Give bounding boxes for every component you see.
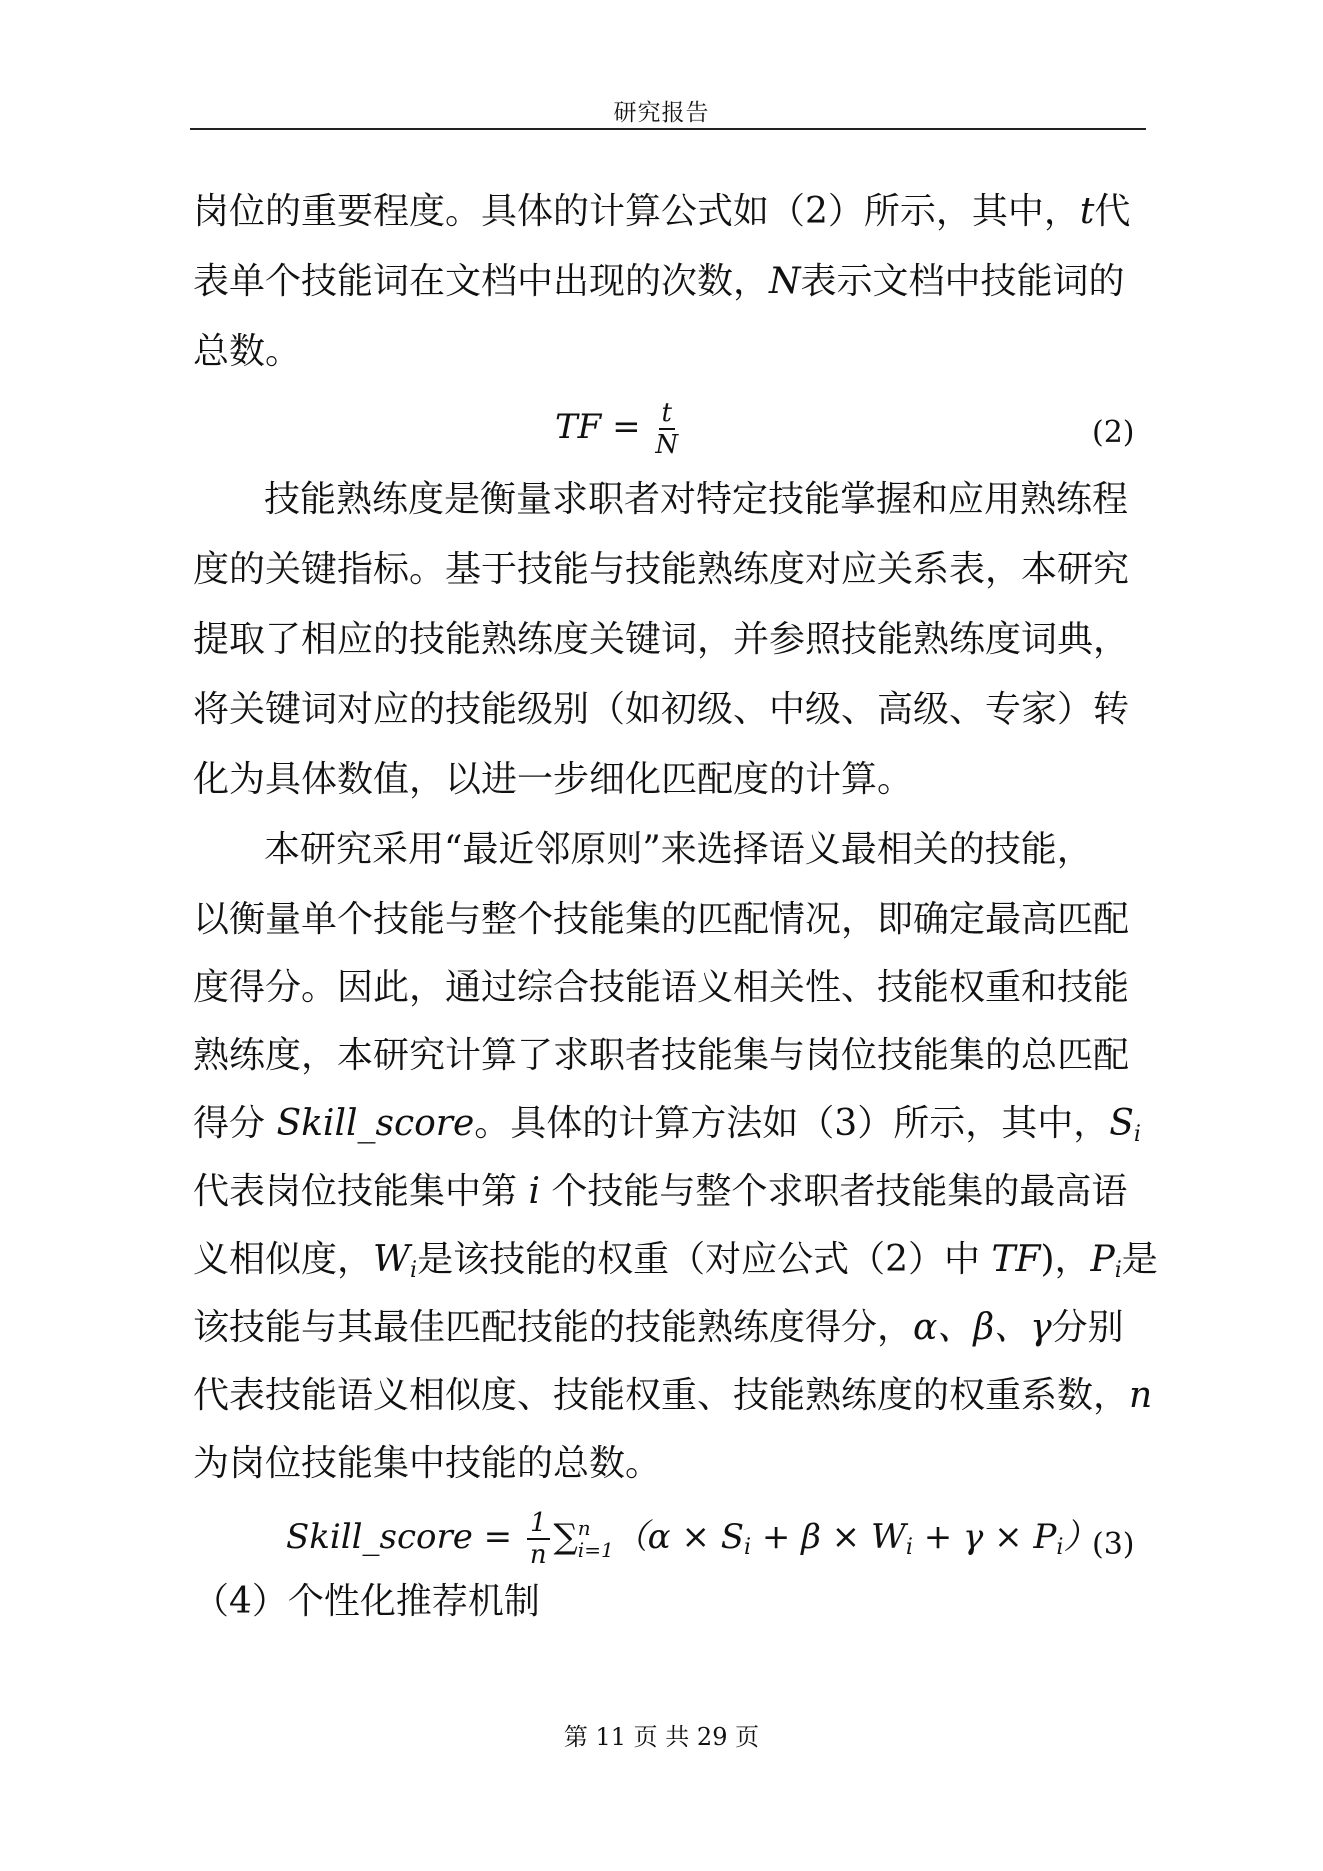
text-span: )， <box>1040 1239 1091 1280</box>
subscript: i <box>1114 1258 1122 1283</box>
equation-term: + β × W <box>751 1517 906 1557</box>
fraction-numerator: 1 <box>527 1508 550 1540</box>
variable-TF: TF <box>991 1239 1041 1280</box>
text-span: 代 <box>1094 191 1131 232</box>
fraction-denominator: n <box>529 1540 547 1570</box>
text-span: 是 <box>1121 1239 1158 1280</box>
paragraph-2-line-3: 提取了相应的技能熟练度关键词，并参照技能熟练度词典， <box>193 619 1130 660</box>
paragraph-3-line-9 <box>193 1374 1152 1418</box>
text-span: 是该技能的权重（对应公式（2）中 <box>417 1239 992 1280</box>
equation-lhs: Skill_score = <box>286 1517 523 1557</box>
paragraph-3-line-2: 以衡量单个技能与整个技能集的匹配情况，即确定最高匹配 <box>193 899 1130 940</box>
paragraph-2-line-4: 将关键词对应的技能级别（如初级、中级、高级、专家）转 <box>193 689 1130 730</box>
text-span: 个技能与整个求职者技能集的最高语 <box>539 1171 1128 1212</box>
variable-greek-weights: α、β、γ <box>913 1307 1052 1348</box>
variable-i: i <box>528 1171 540 1212</box>
text-span: 代表技能语义相似度、技能权重、技能熟练度的权重系数， <box>193 1375 1130 1416</box>
paragraph-3-line-7 <box>193 1238 1158 1293</box>
section-heading: （4）个性化推荐机制 <box>193 1581 540 1622</box>
fraction-denominator: N <box>655 430 679 460</box>
equation-2 <box>555 398 682 460</box>
equation-term: ） <box>1063 1517 1098 1557</box>
paragraph-3-line-1: 本研究采用“最近邻原则”来选择语义最相关的技能， <box>264 829 1093 870</box>
paragraph-3-line-5 <box>193 1102 1141 1157</box>
summation-lower: i=1 <box>577 1538 614 1562</box>
page-footer: 第 11 页 共 29 页 <box>563 1723 760 1751</box>
subscript: i <box>1133 1122 1141 1147</box>
variable-n: n <box>1129 1375 1153 1416</box>
fraction <box>655 398 678 460</box>
subscript: i <box>905 1535 913 1560</box>
paragraph-1-line-3: 总数。 <box>193 331 302 372</box>
text-span: 该技能与其最佳匹配技能的技能熟练度得分， <box>193 1307 914 1348</box>
paragraph-3-line-8 <box>193 1306 1124 1350</box>
variable-skill-score: Skill_score <box>276 1103 475 1144</box>
text-span: 分别 <box>1051 1307 1124 1348</box>
text-span: 代表岗位技能集中第 <box>193 1171 529 1212</box>
paragraph-2-line-1: 技能熟练度是衡量求职者对特定技能掌握和应用熟练程 <box>264 479 1129 520</box>
equation-3 <box>286 1508 1097 1570</box>
variable-S: S <box>1109 1103 1134 1144</box>
paragraph-3-line-3: 度得分。因此，通过综合技能语义相关性、技能权重和技能 <box>193 967 1130 1008</box>
summation-symbol: ∑ <box>553 1517 578 1557</box>
text-span: 义相似度， <box>193 1239 374 1280</box>
text-span: 岗位的重要程度。具体的计算公式如（2）所示，其中， <box>193 191 1080 232</box>
subscript: i <box>744 1535 752 1560</box>
text-span: 得分 <box>193 1103 277 1144</box>
variable-N: N <box>769 261 801 302</box>
equation-term: + γ × P <box>912 1517 1057 1557</box>
paragraph-1-line-1 <box>193 190 1130 234</box>
summation-upper: n <box>577 1516 591 1540</box>
paragraph-2-line-5: 化为具体数值，以进一步细化匹配度的计算。 <box>193 759 914 800</box>
text-span: 。具体的计算方法如（3）所示，其中， <box>474 1103 1110 1144</box>
page-header-title: 研究报告 <box>613 100 710 126</box>
text-span: 表示文档中技能词的 <box>800 261 1125 302</box>
variable-P: P <box>1090 1239 1115 1280</box>
fraction-numerator: t <box>659 398 675 430</box>
header-divider <box>190 128 1146 130</box>
paragraph-2-line-2: 度的关键指标。基于技能与技能熟练度对应关系表，本研究 <box>193 549 1130 590</box>
paragraph-3-line-4: 熟练度，本研究计算了求职者技能集与岗位技能集的总匹配 <box>193 1035 1130 1076</box>
equation-term: （α × S <box>613 1517 745 1557</box>
subscript: i <box>1056 1535 1064 1560</box>
equation-lhs: TF = <box>555 407 652 447</box>
fraction <box>527 1508 550 1570</box>
paragraph-1-line-2 <box>193 260 1125 304</box>
variable-W: W <box>373 1239 411 1280</box>
subscript: i <box>410 1258 418 1283</box>
equation-3-number: (3) <box>1092 1527 1135 1562</box>
equation-2-number: (2) <box>1092 415 1135 450</box>
variable-t: t <box>1079 191 1095 232</box>
text-span: 表单个技能词在文档中出现的次数， <box>193 261 770 302</box>
paragraph-3-line-10: 为岗位技能集中技能的总数。 <box>193 1443 662 1484</box>
paragraph-3-line-6 <box>193 1170 1127 1214</box>
summation-limits <box>578 1517 614 1561</box>
